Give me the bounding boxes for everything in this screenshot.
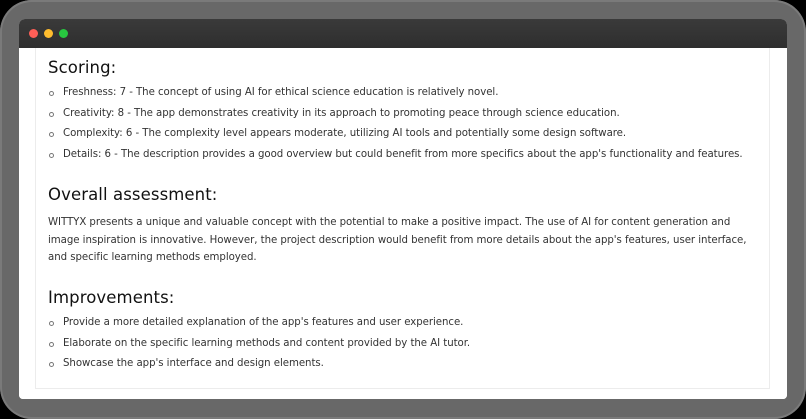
scoring-item-details bbox=[48, 148, 743, 169]
scoring-heading: Scoring: bbox=[48, 58, 117, 77]
bullet-icon bbox=[49, 321, 54, 326]
maximize-window-button[interactable] bbox=[59, 29, 68, 38]
list-item-text: Provide a more detailed explanation of the app's features and user experience. bbox=[63, 317, 464, 328]
bullet-icon bbox=[49, 132, 54, 137]
overall-assessment-heading: Overall assessment: bbox=[48, 185, 218, 204]
bullet-icon bbox=[49, 91, 54, 96]
scoring-item-complexity bbox=[48, 127, 743, 148]
app-window bbox=[19, 19, 787, 399]
scoring-list bbox=[48, 86, 743, 168]
bullet-icon bbox=[49, 342, 54, 347]
bullet-icon bbox=[49, 112, 54, 117]
list-item-text: Freshness: 7 - The concept of using AI for ethical science education is relatively novel. bbox=[63, 87, 499, 98]
minimize-window-button[interactable] bbox=[44, 29, 53, 38]
bullet-icon bbox=[49, 153, 54, 158]
overall-assessment-text: WITTYX presents a unique and valuable concept with the potential to make a positive impact. The use of AI for content generation and image inspiration is innovative. However, the project description would benefit from more details about the app's features, user interface, and specific learning methods employed. bbox=[48, 217, 747, 263]
list-item-text: Elaborate on the specific learning methods and content provided by the AI tutor. bbox=[63, 337, 471, 349]
title-bar bbox=[19, 19, 787, 48]
improvements-list bbox=[48, 316, 470, 378]
scoring-item-creativity bbox=[48, 107, 743, 128]
improvement-item bbox=[48, 357, 470, 378]
list-item-text: Creativity: 8 - The app demonstrates creativity in its approach to promoting peace through science education. bbox=[63, 107, 620, 119]
content-area bbox=[19, 48, 787, 399]
list-item-text: Complexity: 6 - The complexity level appears moderate, utilizing AI tools and potentially some design software. bbox=[63, 128, 627, 139]
scoring-item-freshness bbox=[48, 86, 743, 107]
bullet-icon bbox=[49, 362, 54, 367]
improvement-item bbox=[48, 316, 470, 337]
list-item-text: Showcase the app's interface and design elements. bbox=[63, 358, 324, 369]
close-window-button[interactable] bbox=[29, 29, 38, 38]
improvement-item bbox=[48, 337, 470, 358]
improvements-heading: Improvements: bbox=[48, 288, 175, 307]
list-item-text: Details: 6 - The description provides a good overview but could benefit from more specifics about the app's functionality and features. bbox=[63, 148, 743, 160]
evaluation-card bbox=[35, 48, 770, 389]
